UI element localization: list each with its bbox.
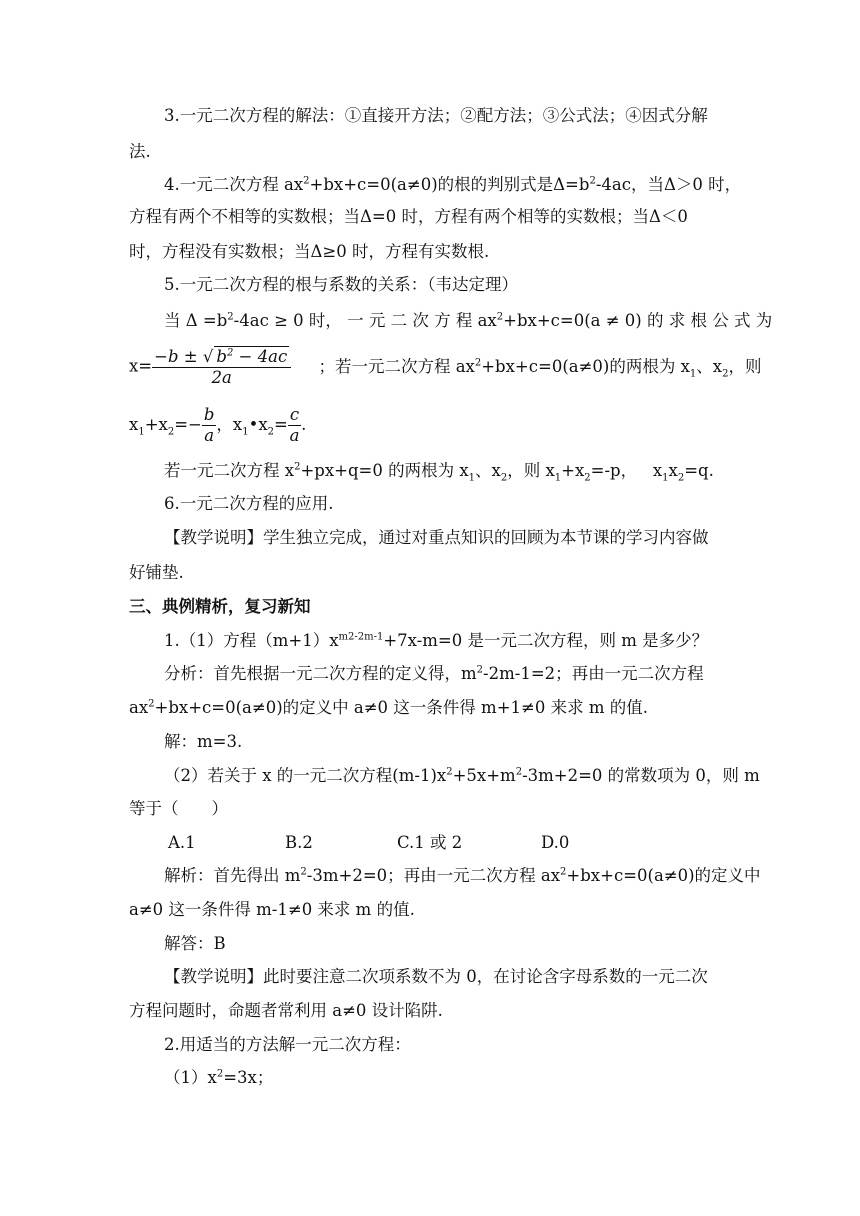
formula-prefix: x= (129, 356, 153, 376)
example-1-analysis-line-2: $ax^2+bx+c=0(a\ne 0)$的定义中 a≠0 这一条件得 m+1≠0 来求 m 的值. (129, 698, 648, 717)
section-heading: 三、典例精析，复习新知 (129, 597, 311, 616)
example-1-question-2-line-1: （2）若关于 x 的一元二次方程$(m-1)x^2+5x+m^2-3m+2=0$ 的常数项为 0，则 m (164, 766, 760, 785)
fraction-b-over-a: $\frac{b}{a}$ (203, 405, 215, 445)
option-d: D.0 (541, 833, 570, 852)
quadratic-formula-line (129, 346, 761, 388)
example-1-question-2-analysis-line-1: 解析：首先得出 $m^2-3m+2=0$；再由一元二次方程 $ax^2+bx+c=0(a\ne 0)$的定义中 (164, 866, 761, 885)
formula-numerator: −b ± √ $b^2 - 4ac$ (152, 346, 291, 368)
formula-denominator: 2a (211, 368, 232, 387)
item-4-line-1: 4.一元二次方程 $ax^2+bx+c=0(a\ne 0)$的根的判别式是$\Delta=b^2-4ac$，当Δ＞0 时， (164, 175, 742, 194)
option-c: C.1 或 2 (397, 833, 463, 852)
teaching-note-1-line-2: 好铺垫. (129, 563, 184, 582)
vieta-relations: $x_1+x_2=-$ $\frac{b}{a}$ ，$x_1•x_2=$ $\frac{c}{a}$ . (129, 405, 307, 445)
example-1-solution: 解：m=3. (164, 732, 243, 751)
item-5-line-2-rest: ；若一元二次方程 $ax^2+bx+c=0(a\ne 0)$的两根为 $x_1$、$x_2$，则 (318, 356, 762, 379)
item-6: 6.一元二次方程的应用. (164, 494, 334, 513)
quadratic-formula-fraction (152, 346, 291, 388)
teaching-note-1-line-1: 【教学说明】学生独立完成，通过对重点知识的回顾为本节课的学习内容做 (164, 528, 709, 547)
example-1-question-2-analysis-line-2: a≠0 这一条件得 m-1≠0 来求 m 的值. (129, 900, 415, 919)
option-a: A.1 (168, 833, 196, 852)
teaching-note-2-line-2: 方程问题时，命题者常利用 a≠0 设计陷阱. (129, 1001, 443, 1020)
example-1-analysis-line-1: 分析：首先根据一元二次方程的定义得，$m^2-2m-1=2$；再由一元二次方程 (164, 664, 704, 683)
item-3-line-2: 法. (129, 142, 151, 161)
example-1-question-2-answer: 解答：B (164, 934, 226, 953)
example-2-question-1: $(1)x^2=3x$； (164, 1068, 274, 1087)
option-b: B.2 (285, 833, 313, 852)
item-5-line-1: 当 $\Delta =b^2-4ac \ge 0$ 时， 一 元 二 次 方 程 $ax^2+bx+c=0(a \ne 0)$ 的 求 根 公 式 为 (164, 311, 773, 330)
item-5-title: 5.一元二次方程的根与系数的关系：（韦达定理） (164, 275, 518, 294)
example-2-title: 2.用适当的方法解一元二次方程： (164, 1035, 411, 1054)
item-5-line-4: 若一元二次方程 $x^2+px+q=0$ 的两根为 $x_1$、$x_2$，则 $x_1+x_2=-p$， $x_1x_2=q$. (164, 461, 714, 484)
item-4-line-3: 时，方程没有实数根；当Δ≥0 时，方程有实数根. (129, 242, 490, 261)
example-1-question-1: 1.（1）方程$(m+1)x^{m2-2m-1}+7x-m=0$ 是一元二次方程，则 m 是多少？ (164, 631, 709, 650)
teaching-note-2-line-1: 【教学说明】此时要注意二次项系数不为 0，在讨论含字母系数的一元二次 (164, 967, 708, 986)
fraction-c-over-a: $\frac{c}{a}$ (289, 405, 300, 445)
item-3-line-1: 3.一元二次方程的解法：①直接开方法；②配方法；③公式法；④因式分解 (164, 106, 708, 125)
item-4-line-2: 方程有两个不相等的实数根；当Δ=0 时，方程有两个相等的实数根；当Δ＜0 (129, 207, 688, 226)
example-1-question-2-line-2: 等于（ ） (129, 799, 228, 818)
